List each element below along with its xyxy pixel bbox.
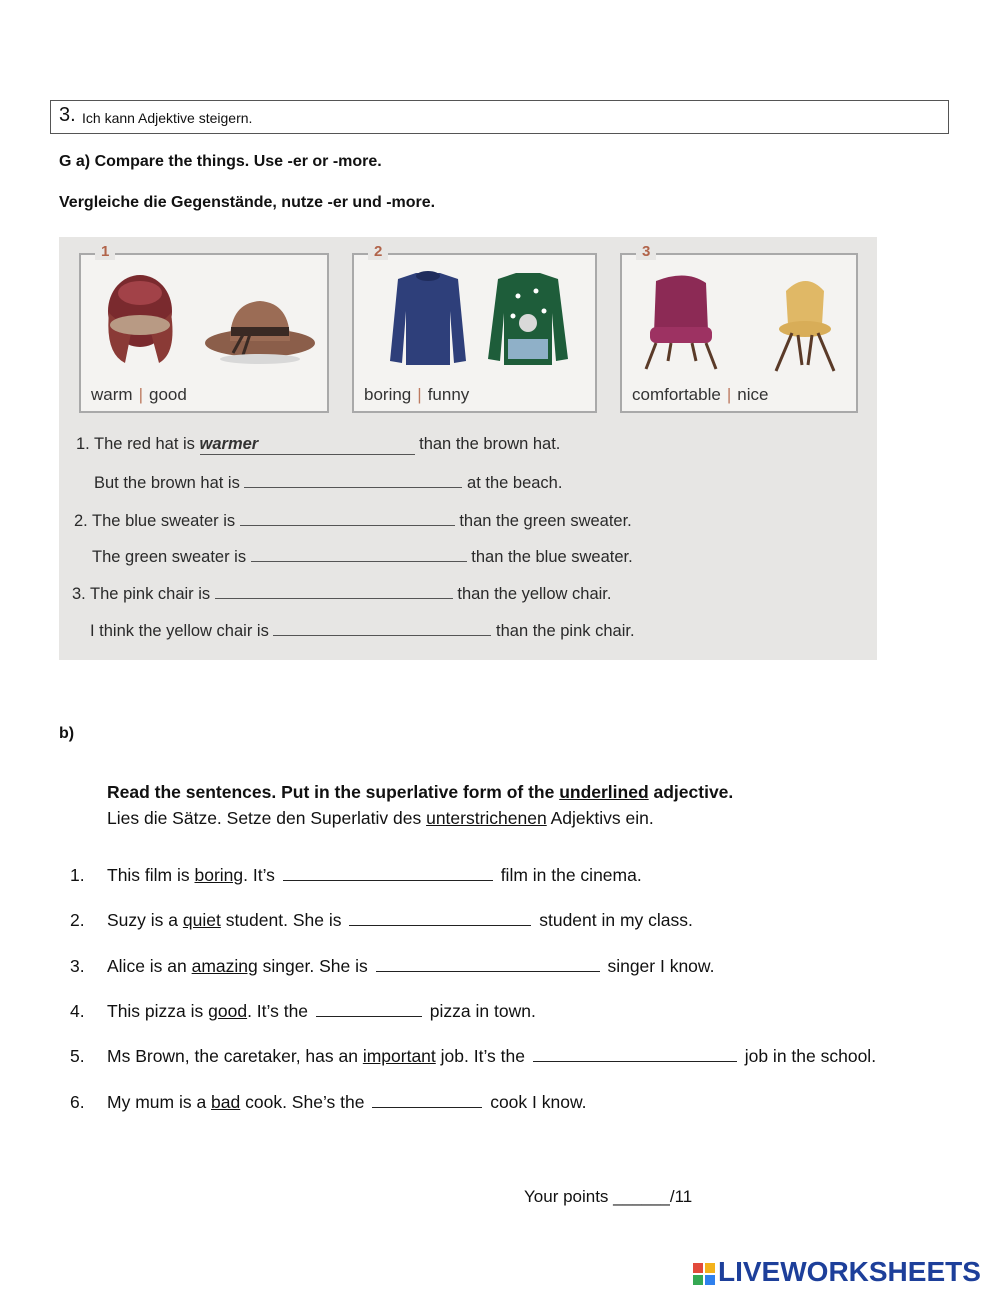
- answer-field[interactable]: [283, 868, 493, 881]
- adjective-1: warm: [91, 385, 133, 404]
- exercise-sentence: I think the yellow chair is than the pink chair.: [90, 619, 635, 641]
- yellow-chair-icon: [776, 281, 834, 371]
- panel-number: 2: [368, 243, 388, 260]
- answer-field[interactable]: [349, 913, 531, 926]
- exercise-sentence: The green sweater is than the blue sweater.: [92, 545, 633, 567]
- objective-box: [50, 100, 949, 134]
- panel-number: 1: [95, 243, 115, 260]
- panel-chairs: [620, 243, 858, 413]
- part-a-title-de: Vergleiche die Gegenstände, nutze -er und -more.: [59, 194, 436, 211]
- sweaters-image: [358, 261, 593, 376]
- chairs-image: [626, 261, 856, 376]
- exercise-sentence: 3. The pink chair is than the yellow chair.: [72, 582, 611, 604]
- brown-hat-icon: [205, 301, 315, 364]
- answer-field[interactable]: [316, 1004, 422, 1017]
- superlative-item: 6. My mum is a bad cook. She’s the cook I know.: [70, 1092, 587, 1112]
- answer-field[interactable]: [244, 471, 462, 488]
- adjective-2: funny: [427, 385, 470, 404]
- answer-field[interactable]: [273, 619, 491, 636]
- blue-sweater-icon: [390, 271, 466, 365]
- answer-field[interactable]: [372, 1095, 482, 1108]
- superlative-item: 1. This film is boring. It’s film in the cinema.: [70, 865, 642, 885]
- exercise-sentence: But the brown hat is at the beach.: [94, 471, 562, 493]
- panel-caption: comfortable | nice: [632, 385, 769, 404]
- panel-sweaters: [352, 243, 597, 413]
- answer-field[interactable]: [240, 509, 455, 526]
- logo-icon: [693, 1263, 715, 1285]
- part-b-instruction-en: Read the sentences. Put in the superlative form of the underlined adjective.: [107, 782, 734, 802]
- hats-image: [85, 263, 325, 373]
- answer-field[interactable]: [251, 545, 467, 562]
- objective-text: Ich kann Adjektive steigern.: [82, 110, 253, 126]
- panel-number: 3: [636, 243, 656, 260]
- adjective-1: boring: [364, 385, 412, 404]
- adjective-2: good: [148, 385, 187, 404]
- textbook-photo: [59, 237, 877, 660]
- adjective-1: comfortable: [632, 385, 721, 404]
- panel-hats: [79, 243, 329, 413]
- points-total: Your points ______/11: [524, 1187, 693, 1206]
- superlative-item: 5. Ms Brown, the caretaker, has an important job. It’s the job in the school.: [70, 1046, 877, 1066]
- objective-number: 3.: [59, 104, 76, 126]
- part-b-label: b): [59, 725, 75, 742]
- logo-text: LIVEWORKSHEETS: [718, 1256, 981, 1287]
- part-b-instruction-de: Lies die Sätze. Setze den Superlativ des unterstrichenen Adjektivs ein.: [107, 808, 654, 828]
- exercise-sentence: 2. The blue sweater is than the green sweater.: [74, 509, 632, 531]
- exercise-sentence: 1. The red hat is warmer than the brown hat.: [76, 435, 561, 453]
- panel-caption: boring | funny: [364, 385, 470, 404]
- superlative-item: 4. This pizza is good. It’s the pizza in town.: [70, 1001, 536, 1021]
- part-a-title-en: G a) Compare the things. Use -er or -more.: [59, 153, 382, 170]
- superlative-item: 2. Suzy is a quiet student. She is student in my class.: [70, 910, 693, 930]
- adjective-2: nice: [737, 385, 769, 404]
- pink-chair-icon: [646, 275, 716, 369]
- green-sweater-icon: [488, 273, 568, 365]
- superlative-item: 3. Alice is an amazing singer. She is singer I know.: [70, 956, 715, 976]
- panel-caption: warm | good: [91, 385, 187, 404]
- liveworksheets-logo: [693, 1256, 981, 1288]
- red-hat-icon: [108, 275, 173, 363]
- answer-field[interactable]: [533, 1049, 737, 1062]
- answer-field[interactable]: [376, 959, 600, 972]
- answer-field[interactable]: [215, 582, 453, 599]
- answer-field[interactable]: warmer: [200, 435, 415, 455]
